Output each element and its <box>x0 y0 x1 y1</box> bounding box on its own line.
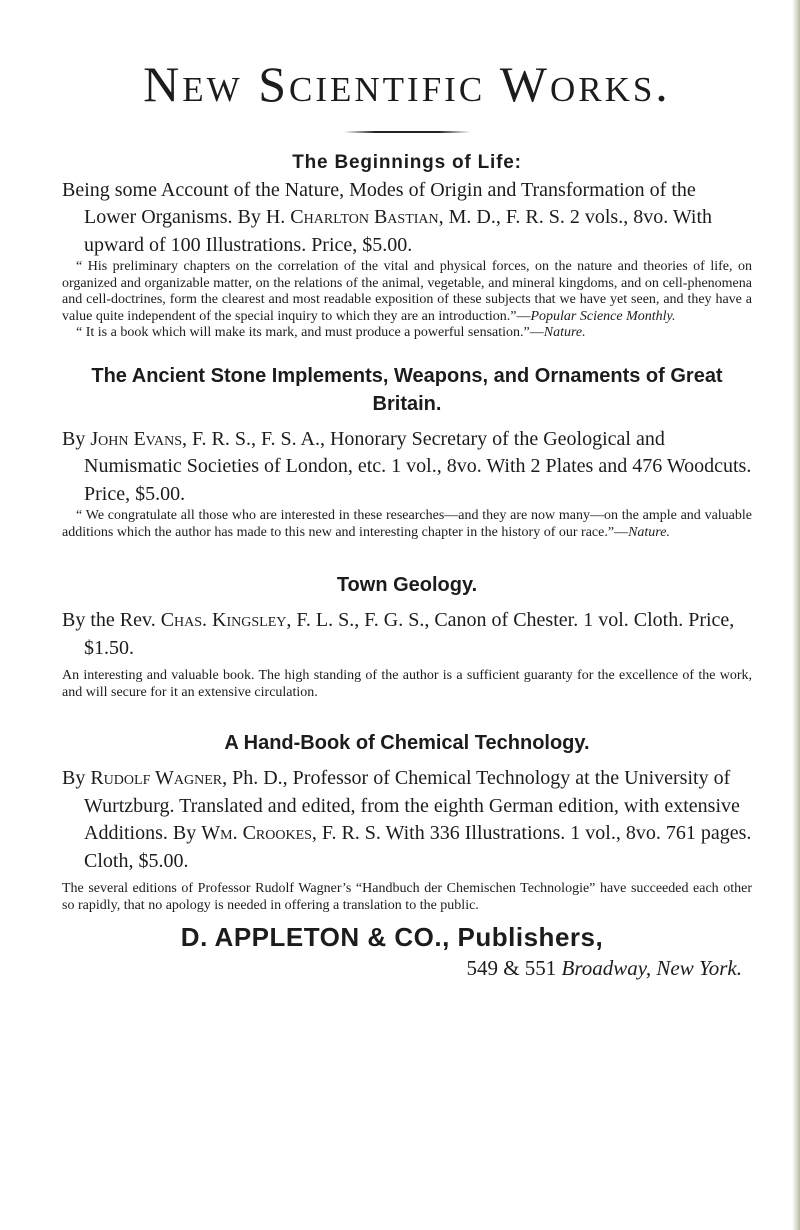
book-entry <box>62 362 752 542</box>
description-text: , F. L. S., F. G. S., Canon of Chester. 1 vol. Cloth. Price, $1.50. <box>84 609 735 659</box>
publisher-name: D. APPLETON & CO., Publishers, <box>180 922 604 952</box>
review-source: Nature. <box>543 325 586 340</box>
book-description <box>62 607 752 662</box>
publisher-address <box>62 953 752 983</box>
description-text: , Ph. D., Professor of Chemical Technology at the University of Wurtzburg. Translated and edited, from the eighth German edition, with extensive Additions. By <box>84 767 740 844</box>
street-name: Broadway, New York. <box>561 956 742 980</box>
review-source: Nature. <box>628 524 670 540</box>
book-title: Town Geology. <box>336 574 478 596</box>
author-name: Chas. Kingsley <box>160 609 287 631</box>
description-text: By the Rev. <box>62 609 161 631</box>
advertisement-page <box>62 58 752 983</box>
book-entry <box>62 571 752 701</box>
description-text: , M. D., F. R. S. 2 vols., 8vo. With upward of 100 Illustrations. Price, $5.00. <box>84 206 713 256</box>
book-description <box>62 177 752 260</box>
book-entry <box>62 149 752 342</box>
translator-name: Wm. Crookes <box>201 822 312 844</box>
book-description <box>62 426 752 509</box>
book-title: A Hand-Book of Chemical Technology. <box>224 732 590 754</box>
review-text: “ His preliminary chapters on the correlation of the vital and physical forces, on the nature and theories of life, on organized and organizable matter, on the relations of the animal, vegetable, and mineral kingdoms, and on cell-phenomena and cell-doctrines, form the clearest and most readable exposition of these subjects that we have yet seen, and they have a value quite independent of the special inquiry to which they are an introduction.”— <box>62 259 752 324</box>
description-text: By <box>62 767 91 789</box>
book-title: The Ancient Stone Implements, Weapons, and Ornaments of Great Britain. <box>91 364 723 415</box>
review-quote <box>62 325 752 342</box>
page-title: New Scientific Works. <box>143 56 671 112</box>
author-name: John Evans <box>90 427 182 450</box>
description-text: , F. R. S. With 336 Illustrations. 1 vol., 8vo. 761 pages. Cloth, $5.00. <box>84 822 752 872</box>
review-text: “ We congratulate all those who are interested in these researches—and they are now many—on the ample and valuable additions which the author has made to this new and interesting chapter in the history of our race.”— <box>62 508 752 540</box>
book-title: The Beginnings of Life: <box>292 151 522 173</box>
description-text: By <box>62 427 91 450</box>
author-name: Charlton Bastian <box>290 206 439 228</box>
description-text: Being some Account of the Nature, Modes of Origin and Transformation of the Lower Organisms. By H. <box>62 178 696 228</box>
description-text: , F. R. S., F. S. A., Honorary Secretary of the Geological and Numismatic Societies of London, etc. 1 vol., 8vo. With 2 Plates and 476 Woodcuts. Price, $5.00. <box>84 427 752 505</box>
book-entry <box>62 729 752 914</box>
review-quote <box>62 668 752 701</box>
review-quote <box>62 259 752 325</box>
review-text: “ It is a book which will make its mark, and must produce a powerful sensation.”— <box>76 325 544 340</box>
book-description <box>62 765 752 875</box>
review-quote <box>62 508 752 541</box>
page-edge-shadow <box>792 0 800 1230</box>
review-source: Popular Science Monthly. <box>530 308 676 324</box>
review-quote <box>62 881 752 914</box>
review-text: The several editions of Professor Rudolf Wagner’s “Handbuch der Chemischen Technologie” have succeeded each other so rapidly, that no apology is needed in offering a translation to the public. <box>62 881 752 913</box>
street-numbers: 549 & 551 <box>466 956 557 980</box>
author-name: Rudolf Wagner <box>90 767 223 789</box>
review-text: An interesting and valuable book. The high standing of the author is a sufficient guaranty for the excellence of the work, and will secure for it an extensive circulation. <box>62 668 752 700</box>
title-divider <box>344 131 470 133</box>
